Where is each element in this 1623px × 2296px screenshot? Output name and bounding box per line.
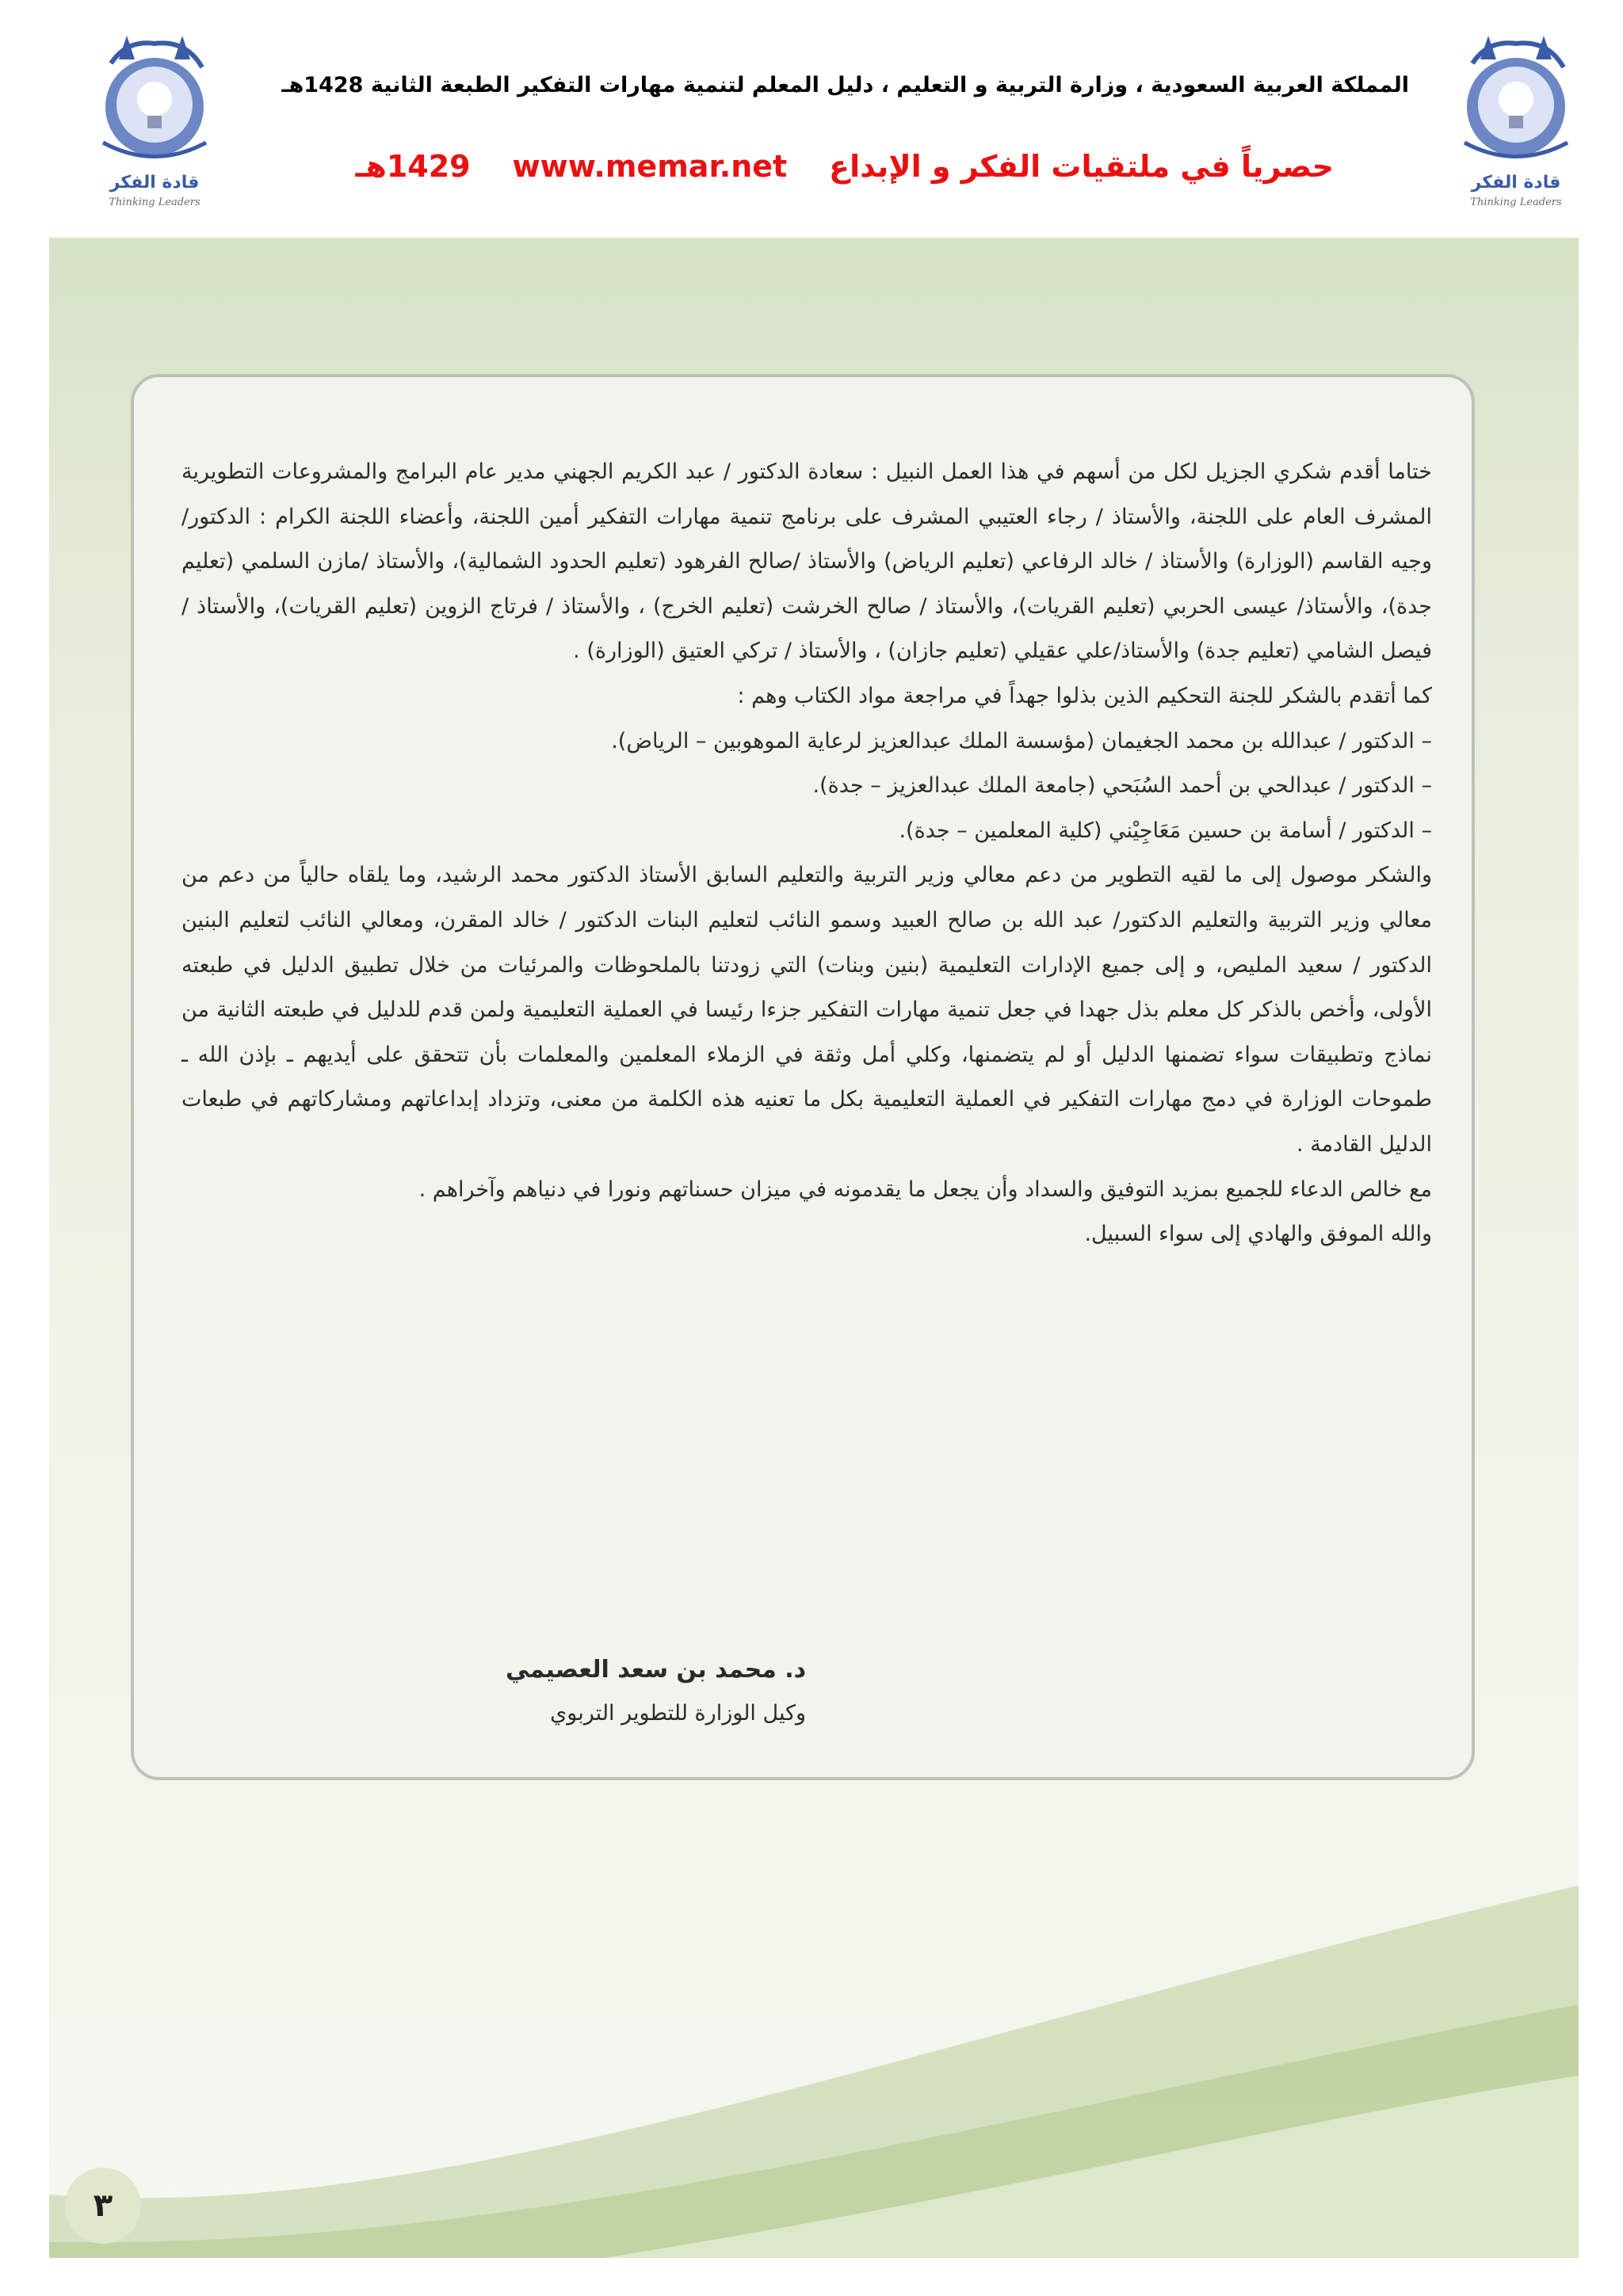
header-year: 1429هـ xyxy=(355,149,471,184)
lightbulb-head-icon xyxy=(79,32,230,174)
decorative-wave xyxy=(49,1703,1579,2258)
signature-block xyxy=(506,1656,806,1726)
thinking-leaders-logo-left xyxy=(79,32,230,214)
reviewer-item: – الدكتور / عبدالحي بن أحمد السُبَحي (جامعة الملك عبدالعزيز – جدة). xyxy=(812,773,1432,799)
page-number: ٣ xyxy=(93,2187,113,2224)
logo-subcaption: Thinking Leaders xyxy=(1470,196,1562,208)
letter-body xyxy=(181,450,1432,1257)
thinking-leaders-logo-right xyxy=(1441,32,1591,214)
page-number-badge xyxy=(65,2168,141,2244)
document-header xyxy=(0,0,1623,238)
paragraph-closing: والله الموفق والهادي إلى سواء السبيل. xyxy=(1084,1222,1432,1247)
header-subtitle-text: حصرياً في ملتقيات الفكر و الإبداع xyxy=(829,149,1334,184)
book-page xyxy=(49,238,1579,2258)
website-link[interactable]: www.memar.net xyxy=(512,149,788,184)
paragraph-reviewers-intro: كما أتقدم بالشكر للجنة التحكيم الذين بذلوا جهداً في مراجعة مواد الكتاب وهم : xyxy=(737,683,1432,708)
logo-caption: قادة الفكر xyxy=(109,173,200,193)
paragraph-prayer: مع خالص الدعاء للجميع بمزيد التوفيق والسداد وأن يجعل ما يقدمونه في ميزان حسناتهم ونورا في دنياهم وآخراهم . xyxy=(418,1177,1432,1202)
paragraph-thanks: والشكر موصول إلى ما لقيه التطوير من دعم معالي وزير التربية والتعليم السابق الأستاذ الدكتور محمد الرشيد، وما يلقاه حالياً من دعم من معالي وزير التربية والتعليم الدكتور/ عبد الله بن صالح العبيد وسمو النائب لتعليم البنات الدكتور / خالد المقرن، ومعالي النائب لتعليم البنين الدكتور / سعيد المليص، و إلى جميع الإدارات التعليمية (بنين وبنات) التي زودتنا بالملحوظات والمرئيات من خلال تطبيق الدليل في طبعته الأولى، وأخص بالذكر كل معلم بذل جهدا في جعل تنمية مهارات التفكير جزءا رئيسا في العملية التعليمية ولمن قدم للدليل في طبعته الثانية من نماذج وتطبيقات سواء تضمنها الدليل أو لم يتضمنها، وكلي أمل وثقة في الزملاء المعلمين والمعلمات بأن تتحقق على أيديهم ـ بإذن الله ـ طموحات الوزارة في دمج مهارات التفكير في العملية التعليمية بكل ما تعنيه هذه الكلمة من معنى، وتزداد إبداعاتهم ومشاركاتهم في طبعات الدليل القادمة . xyxy=(181,863,1432,1157)
signatory-title: وكيل الوزارة للتطوير التربوي xyxy=(550,1701,806,1726)
logo-caption: قادة الفكر xyxy=(1471,173,1561,193)
reviewer-item: – الدكتور / عبدالله بن محمد الجغيمان (مؤسسة الملك عبدالعزيز لرعاية الموهوبين – الرياض). xyxy=(611,728,1432,753)
content-card xyxy=(131,374,1475,1780)
signatory-name: د. محمد بن سعد العصيمي xyxy=(506,1656,806,1684)
lightbulb-head-icon xyxy=(1441,32,1591,174)
reviewer-item: – الدكتور / أسامة بن حسين مَعَاجِيْني (كلية المعلمين – جدة). xyxy=(899,818,1432,843)
logo-subcaption: Thinking Leaders xyxy=(109,196,200,208)
header-title: المملكة العربية السعودية ، وزارة التربية و التعليم ، دليل المعلم لتنمية مهارات التفكير الطبعة الثانية 1428هـ xyxy=(281,73,1409,97)
paragraph-acknowledgement: ختاما أقدم شكري الجزيل لكل من أسهم في هذا العمل النبيل : سعادة الدكتور / عبد الكريم الجهني مدير عام البرامج والمشروعات التطويرية المشرف العام على اللجنة، والأستاذ / رجاء العتيبي المشرف على برنامج تنمية مهارات التفكير أمين اللجنة، وأعضاء اللجنة الكرام : الدكتور/ وجيه القاسم (الوزارة) والأستاذ / خالد الرفاعي (تعليم الرياض) والأستاذ /صالح الفرهود (تعليم الحدود الشمالية)، والأستاذ /مازن السلمي (تعليم جدة)، والأستاذ/ عيسى الحربي (تعليم القريات)، والأستاذ / صالح الخرشت (تعليم الخرج) ، والأستاذ / فرتاج الزوين (تعليم القريات)، والأستاذ / فيصل الشامي (تعليم جدة) والأستاذ/علي عقيلي (تعليم جازان) ، والأستاذ / تركي العتيق (الوزارة) . xyxy=(181,460,1432,664)
header-subtitle xyxy=(355,149,1334,184)
